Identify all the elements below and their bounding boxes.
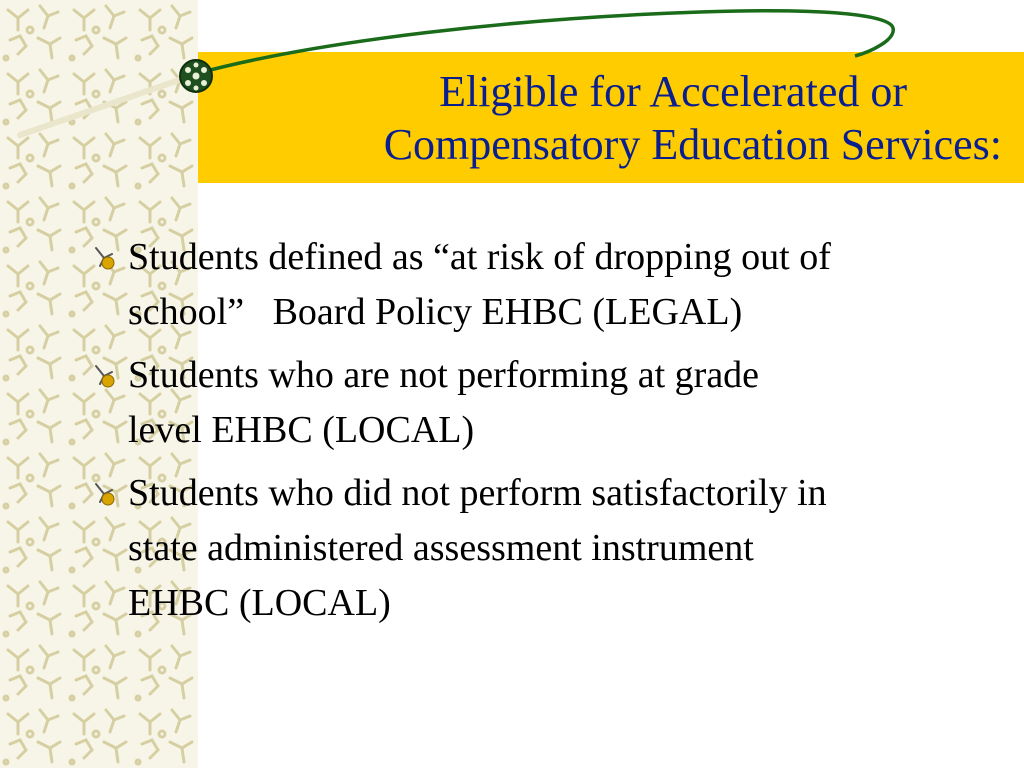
bullet-line: level EHBC (LOCAL) (128, 409, 475, 451)
bullet-line: state administered assessment instrument (128, 527, 754, 569)
bullet-line: Students who did not perform satisfactorily in (128, 472, 827, 514)
title-band (198, 52, 1024, 183)
bullet-item (86, 348, 996, 458)
bullet-item (86, 230, 996, 340)
bullet-line: EHBC (LOCAL) (128, 582, 391, 624)
slide-title (198, 52, 1024, 183)
slide-title-line-1: Eligible for Accelerated or (439, 66, 907, 116)
sparkle-bullet-icon (90, 480, 118, 508)
bullet-item (86, 466, 996, 631)
bullet-line: Students who are not performing at grade (128, 354, 760, 396)
sparkle-bullet-icon (90, 244, 118, 272)
bullet-line: school” Board Policy EHBC (LEGAL) (128, 291, 743, 333)
slide-title-line-2: Compensatory Education Services: (383, 119, 1002, 169)
bullet-list (86, 230, 996, 639)
bullet-line: Students defined as “at risk of dropping out of (128, 236, 831, 278)
sparkle-bullet-icon (90, 362, 118, 390)
